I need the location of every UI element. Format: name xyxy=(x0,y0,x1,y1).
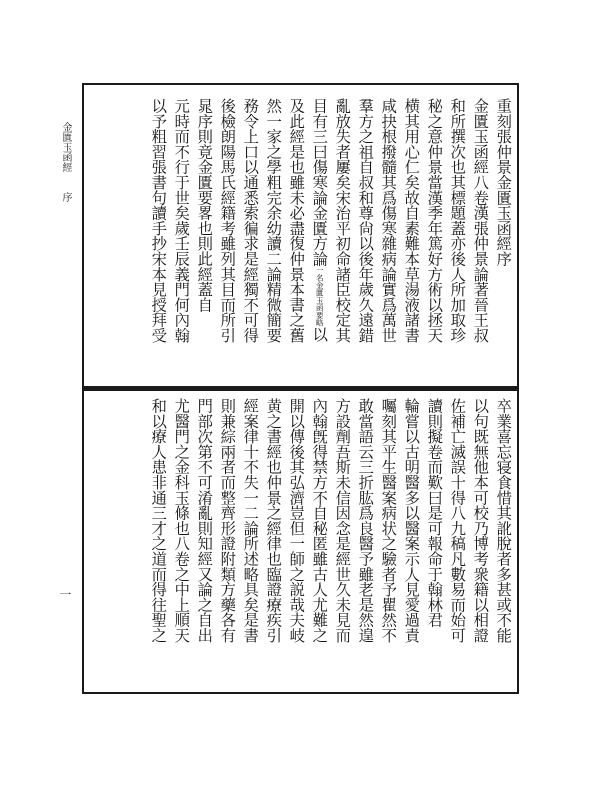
upper-column-9-main: 目有三曰傷寒論金匱方論 xyxy=(310,98,329,267)
lower-column-10: 開以傳後其弘濟豈但一師之説哉夫岐 xyxy=(287,398,306,643)
upper-column-9 xyxy=(310,98,329,342)
lower-column-13: 則兼綜兩者而整齊形證附類方藥各有 xyxy=(218,398,237,643)
lower-column-15: 尤醫門之金科玉條也八卷之中上順天 xyxy=(172,398,191,643)
upper-column-4: 秘之意仲景當漢季年篤好方術以拯天 xyxy=(425,98,444,343)
upper-column-11: 然一家之學粗完余幼讀二論精微簡要 xyxy=(264,98,283,343)
upper-column-1: 重刻張仲景金匱玉函經序 xyxy=(494,98,513,267)
upper-column-14: 晁序則竟金匱要畧也則此經蓋自 xyxy=(195,98,214,313)
margin-page-number: 一 xyxy=(58,588,72,600)
upper-column-15: 元時而不行于世矣歲壬辰義門何內翰 xyxy=(172,98,191,343)
interlinear-note: 一名金匱玉函要略 xyxy=(315,266,325,327)
upper-column-16: 以予粗習張書句讀手抄宋本見授拜受 xyxy=(149,98,168,343)
lower-column-12: 經案律十不失一二論所述略具矣是書 xyxy=(241,398,260,643)
lower-column-4: 讀則擬卷而歎曰是可報命于翰林君 xyxy=(425,398,444,628)
upper-column-6: 咸抉根撥髓其爲傷寒雜病論實爲萬世 xyxy=(379,98,398,343)
margin-book-title: 金匱玉函經 xyxy=(60,122,71,172)
register-divider xyxy=(82,386,519,391)
upper-column-10: 及此經是也雖未必盡復仲景本書之舊 xyxy=(287,98,306,343)
lower-column-8: 方設劑吾斯未信因念是經世久未見而 xyxy=(333,398,352,643)
lower-column-2: 以句既無他本可校乃博考衆籍以相證 xyxy=(471,398,490,643)
upper-column-7: 羣方之祖自叔和尊尙以後年歲久遠錯 xyxy=(356,98,375,343)
lower-column-16: 和以療人患非通三才之道而得往聖之 xyxy=(149,398,168,643)
upper-column-12: 務令上口以通悉索徧求是經獨不可得 xyxy=(241,98,260,343)
lower-column-1: 卒業喜忘寝食惜其訛脫者多甚或不能 xyxy=(494,398,513,643)
upper-column-2: 金匱玉函經八卷漢張仲景論著晉王叔 xyxy=(471,98,490,343)
upper-column-5: 横其用心仁矣故自素難本草湯液諸書 xyxy=(402,98,421,343)
upper-column-9-tail: 以 xyxy=(310,326,329,342)
lower-column-6: 囑刻其平生醫案病状之驗者予瞿然不 xyxy=(379,398,398,643)
upper-column-3: 和所撰次也其標題蓋亦後人所加取珍 xyxy=(448,98,467,343)
lower-column-14: 門部次第不可淆亂則知經又論之自出 xyxy=(195,398,214,643)
lower-column-5: 輪嘗以古明醫多以醫案示人見愛過責 xyxy=(402,398,421,643)
lower-column-3: 佐補亡滅誤十得八九稿凡數易而始可 xyxy=(448,398,467,643)
lower-column-11: 黄之書經也仲景之經律也臨證療疾引 xyxy=(264,398,283,643)
upper-column-13: 後檢朗陽馬氏經籍考雖列其目而所引 xyxy=(218,98,237,343)
lower-column-7: 敢當語云三折肱爲良醫予雖老是然遑 xyxy=(356,398,375,643)
margin-section-label: 序 xyxy=(60,192,71,202)
lower-column-9: 內翰旣得禁方不自秘匿雖古人尤難之 xyxy=(310,398,329,643)
upper-column-8: 亂放失者屢矣宋治平初命諸臣校定其 xyxy=(333,98,352,343)
